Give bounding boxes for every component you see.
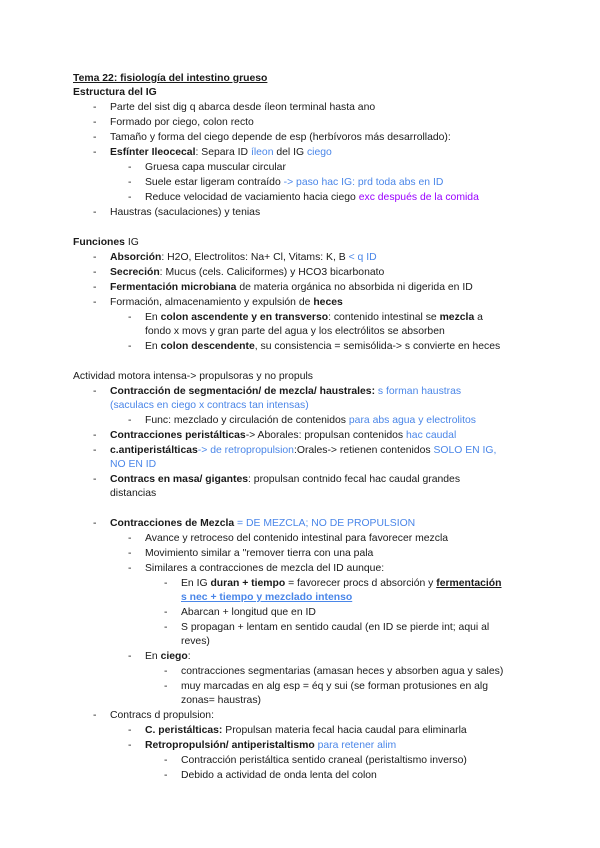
bullet-dash: -: [128, 740, 132, 751]
term: Retropropulsión/ antiperistaltismo: [145, 740, 315, 751]
section-heading-estructura: Estructura del IG: [73, 87, 157, 98]
text: , su consistencia = semisólida-> s convierte en heces: [254, 341, 501, 352]
bullet-dash: -: [164, 681, 168, 692]
text: En: [145, 341, 161, 352]
list-item-continuation: reves): [181, 636, 210, 647]
highlight-text: -> paso hac IG: prd toda abs en ID: [283, 177, 444, 188]
list-item: [145, 724, 467, 738]
list-item: [110, 281, 473, 295]
list-item-continuation: NO EN ID: [110, 459, 157, 470]
bullet-dash: -: [93, 207, 97, 218]
bullet-dash: -: [164, 607, 168, 618]
list-item: [110, 429, 456, 443]
bullet-dash: -: [128, 341, 132, 352]
heading-text: IG: [124, 237, 139, 248]
bullet-dash: -: [93, 445, 97, 456]
paragraph: Actividad motora intensa-> propulsoras y no propuls: [73, 371, 313, 382]
term: Contracs en masa/ gigantes: [110, 474, 249, 485]
bullet-dash: -: [128, 312, 132, 323]
list-item: Tamaño y forma del ciego depende de esp (herbívoros más desarrollado):: [110, 132, 451, 143]
list-item: Contracción peristáltica sentido craneal (peristaltismo inverso): [181, 755, 467, 766]
highlight-text: < q ID: [348, 252, 377, 263]
list-item: Abarcan + longitud que en ID: [181, 607, 316, 618]
text: : Separa ID: [195, 147, 251, 158]
list-item: [181, 577, 502, 591]
term: Contracción de segmentación/ de mezcla/ haustrales:: [110, 386, 376, 397]
bullet-dash: -: [93, 386, 97, 397]
term: duran + tiempo: [210, 578, 286, 589]
bullet-dash: -: [128, 548, 132, 559]
bullet-dash: -: [128, 192, 132, 203]
term: colon ascendente y en transverso: [160, 312, 329, 323]
text: de materia orgánica no absorbida ni digerida en ID: [236, 282, 473, 293]
list-item: muy marcadas en alg esp = éq y sui (se forman protusiones en alg: [181, 681, 488, 692]
text: : contenido intestinal se: [328, 312, 440, 323]
bullet-dash: -: [93, 147, 97, 158]
highlight-text: = DE MEZCLA; NO DE PROPULSION: [234, 518, 416, 529]
term: Esfínter Ileocecal: [110, 147, 196, 158]
text: En: [145, 651, 161, 662]
bullet-dash: -: [93, 267, 97, 278]
bullet-dash: -: [93, 430, 97, 441]
term: Absorción: [110, 252, 162, 263]
bullet-dash: -: [128, 415, 132, 426]
list-item: [145, 176, 443, 190]
text: = favorecer procs d absorción y: [285, 578, 437, 589]
list-item: contracciones segmentarias (amasan heces y absorben agua y sales): [181, 666, 504, 677]
list-item-continuation: zonas= haustras): [181, 695, 261, 706]
bullet-dash: -: [164, 755, 168, 766]
section-heading-funciones: [73, 236, 139, 250]
bullet-dash: -: [93, 252, 97, 263]
list-item: [110, 385, 461, 399]
list-item: [145, 311, 483, 325]
highlight-text: para abs agua y electrolitos: [348, 415, 476, 426]
text: :: [187, 651, 191, 662]
bullet-dash: -: [164, 578, 168, 589]
bullet-dash: -: [128, 725, 132, 736]
bullet-dash: -: [128, 177, 132, 188]
bullet-dash: -: [164, 622, 168, 633]
highlight-text: ciego: [306, 147, 332, 158]
list-item: Haustras (saculaciones) y tenias: [110, 207, 261, 218]
list-item: [145, 739, 396, 753]
text: :Orales-> retienen contenidos: [293, 445, 434, 456]
term: mezcla: [439, 312, 475, 323]
text: : propulsan contnido fecal hac caudal grandes: [248, 474, 461, 485]
list-item: S propagan + lentam en sentido caudal (en ID se pierde int; aqui al: [181, 622, 490, 633]
list-item: [110, 296, 343, 310]
list-item-esfinter: [110, 146, 332, 160]
highlight-text: -> de retropropulsion: [197, 445, 294, 456]
bullet-dash: -: [93, 297, 97, 308]
term: heces: [313, 297, 343, 308]
bullet-dash: -: [128, 651, 132, 662]
list-item: [145, 340, 500, 354]
term: Fermentación microbiana: [110, 282, 237, 293]
list-item: [145, 414, 476, 428]
list-item: [110, 517, 415, 531]
list-item: Parte del sist dig q abarca desde íleon terminal hasta ano: [110, 102, 376, 113]
list-item: Gruesa capa muscular circular: [145, 162, 286, 173]
term: Contracciones peristálticas: [110, 430, 246, 441]
doc-title: Tema 22: fisiología del intestino grueso: [73, 73, 268, 84]
list-item: Contracs d propulsion:: [110, 710, 214, 721]
list-item: [145, 191, 479, 205]
text: En: [145, 312, 161, 323]
text: Propulsan materia fecal hacia caudal para eliminarla: [222, 725, 467, 736]
list-item-continuation: s nec + tiempo y mezclado intenso: [181, 592, 353, 603]
term: ciego: [160, 651, 188, 662]
list-item: [145, 650, 191, 664]
term: C. peristálticas:: [145, 725, 223, 736]
list-item: [110, 473, 460, 487]
list-item: [110, 444, 496, 458]
bullet-dash: -: [93, 102, 97, 113]
list-item: Formado por ciego, colon recto: [110, 117, 254, 128]
highlight-text: s forman haustras: [375, 386, 462, 397]
text: Func: mezclado y circulación de contenidos: [145, 415, 349, 426]
term: Secreción: [110, 267, 160, 278]
bullet-dash: -: [128, 162, 132, 173]
bullet-dash: -: [128, 563, 132, 574]
term: fermentación: [436, 578, 502, 589]
bullet-dash: -: [93, 132, 97, 143]
list-item: Movimiento similar a "remover tierra con una pala: [145, 548, 374, 559]
text: Suele estar ligeram contraído: [145, 177, 284, 188]
highlight-text: hac caudal: [406, 430, 457, 441]
highlight-text: exc después de la comida: [358, 192, 479, 203]
text: Reduce velocidad de vaciamiento hacia ciego: [145, 192, 359, 203]
highlight-text: íleon: [250, 147, 274, 158]
highlight-text: para retener alim: [314, 740, 397, 751]
list-item-continuation: distancias: [110, 488, 157, 499]
highlight-text: SOLO EN IG,: [433, 445, 497, 456]
term: c.antiperistálticas: [110, 445, 198, 456]
bullet-dash: -: [93, 117, 97, 128]
heading-text: Funciones: [73, 237, 125, 248]
list-item: [110, 266, 384, 280]
term: Contracciones de Mezcla: [110, 518, 235, 529]
bullet-dash: -: [164, 770, 168, 781]
list-item-continuation: fondo x movs y gran parte del agua y los electrólitos se absorben: [145, 326, 445, 337]
bullet-dash: -: [128, 533, 132, 544]
text: Formación, almacenamiento y expulsión de: [110, 297, 314, 308]
text: : Mucus (cels. Caliciformes) y HCO3 bicarbonato: [159, 267, 385, 278]
text: En IG: [181, 578, 211, 589]
list-item: [110, 251, 377, 265]
bullet-dash: -: [164, 666, 168, 677]
bullet-dash: -: [93, 518, 97, 529]
text: -> Aborales: propulsan contenidos: [245, 430, 407, 441]
list-item-continuation: (saculacs en ciego x contracs tan intensas): [110, 400, 309, 411]
text: del IG: [273, 147, 307, 158]
bullet-dash: -: [93, 282, 97, 293]
text: a: [474, 312, 483, 323]
list-item: Debido a actividad de onda lenta del colon: [181, 770, 377, 781]
term: colon descendente: [160, 341, 255, 352]
list-item: Avance y retroceso del contenido intestinal para favorecer mezcla: [145, 533, 449, 544]
bullet-dash: -: [93, 474, 97, 485]
text: : H2O, Electrolitos: Na+ Cl, Vitams: K, B: [161, 252, 349, 263]
bullet-dash: -: [93, 710, 97, 721]
list-item: Similares a contracciones de mezcla del ID aunque:: [145, 563, 385, 574]
